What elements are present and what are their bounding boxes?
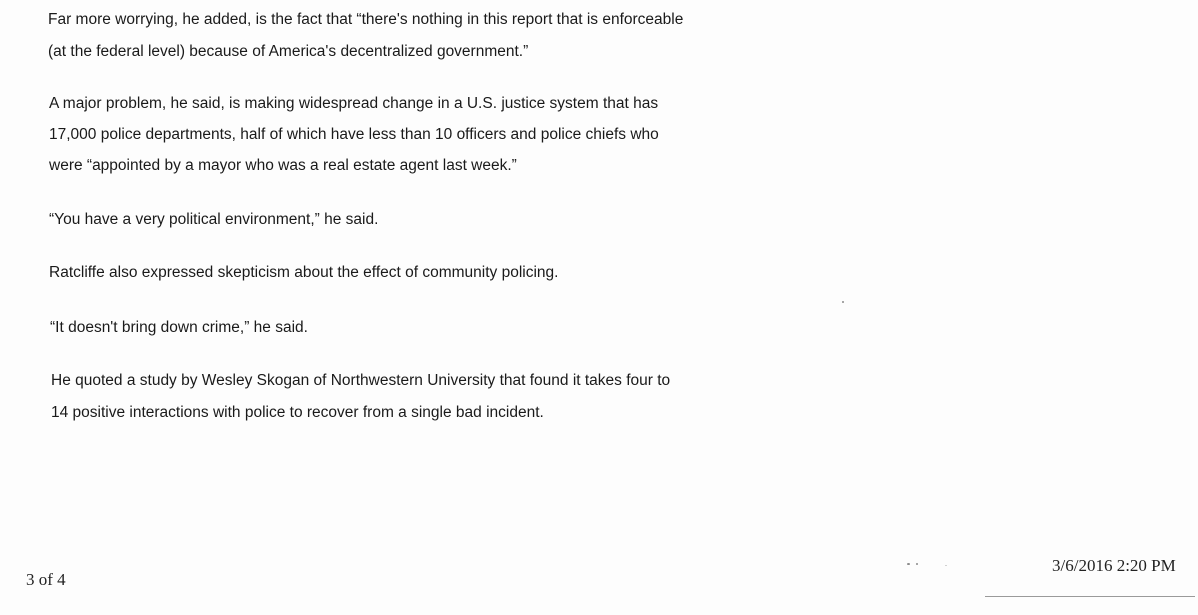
scan-speck bbox=[945, 565, 947, 566]
paragraph-2-line-3: were “appointed by a mayor who was a real estate agent last week.” bbox=[49, 157, 517, 174]
paragraph-1-line-2: (at the federal level) because of America's decentralized government.” bbox=[48, 43, 529, 60]
scan-speck bbox=[907, 563, 910, 565]
paragraph-6-line-2: 14 positive interactions with police to recover from a single bad incident. bbox=[51, 404, 544, 421]
paragraph-6-line-1: He quoted a study by Wesley Skogan of Northwestern University that found it takes four to bbox=[51, 372, 671, 389]
paragraph-4-line-1: Ratcliffe also expressed skepticism about the effect of community policing. bbox=[49, 264, 559, 281]
paragraph-2-line-1: A major problem, he said, is making widespread change in a U.S. justice system that has bbox=[49, 95, 659, 112]
paragraph-2-line-2: 17,000 police departments, half of which have less than 10 officers and police chiefs who bbox=[49, 126, 659, 143]
footer-rule bbox=[985, 596, 1195, 597]
scan-speck bbox=[916, 563, 918, 565]
print-timestamp: 3/6/2016 2:20 PM bbox=[1052, 556, 1176, 575]
paragraph-3-line-1: “You have a very political environment,” he said. bbox=[49, 211, 379, 228]
paragraph-1-line-1: Far more worrying, he added, is the fact that “there's nothing in this report that is enforceable bbox=[48, 11, 684, 28]
page-number: 3 of 4 bbox=[26, 570, 66, 589]
scan-speck bbox=[842, 301, 844, 303]
paragraph-5-line-1: “It doesn't bring down crime,” he said. bbox=[50, 319, 308, 336]
